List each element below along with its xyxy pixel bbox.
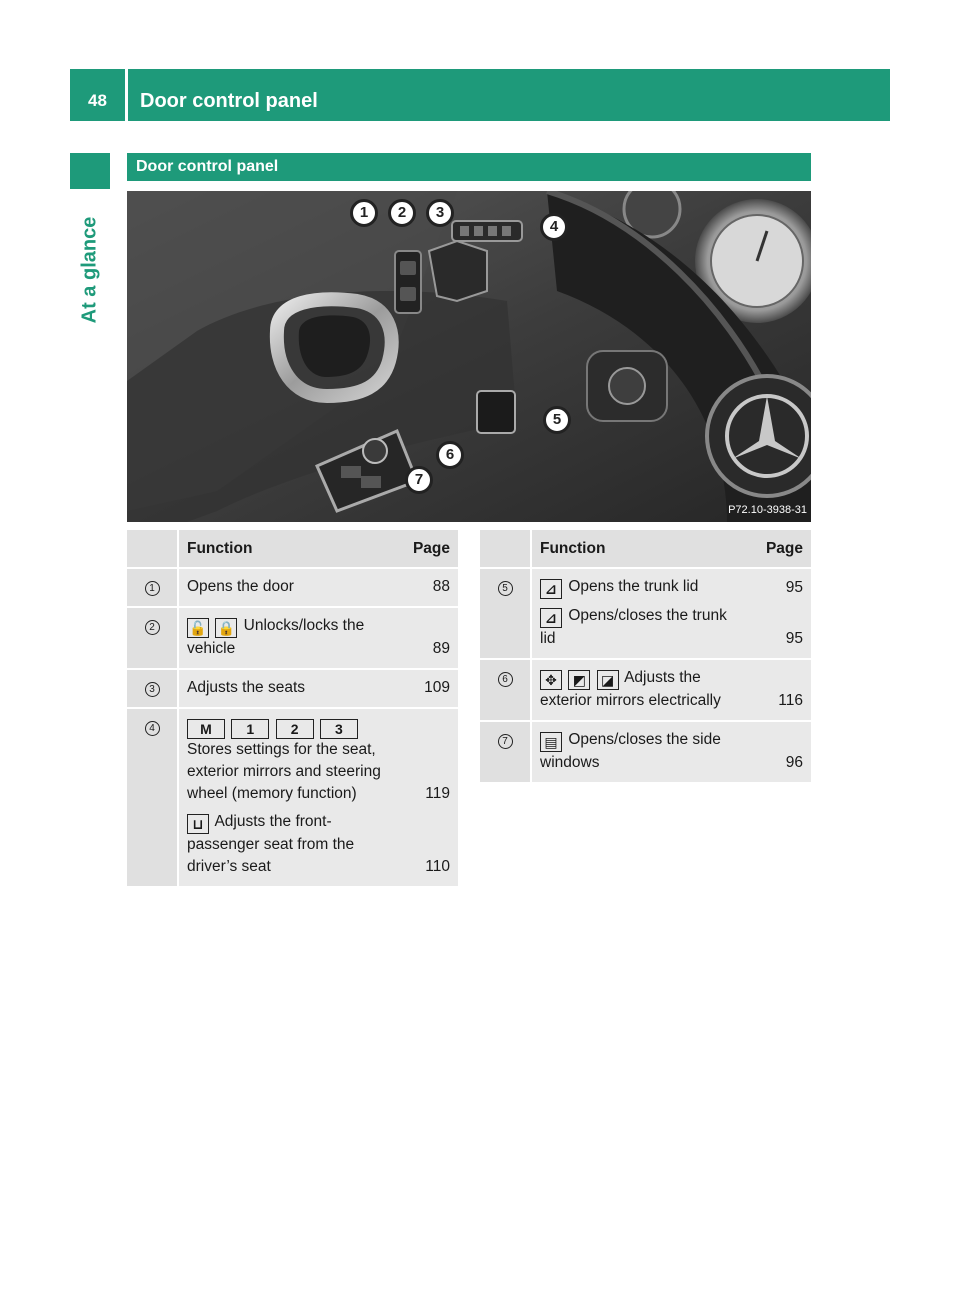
- page-number: 48: [88, 91, 107, 110]
- function-entry: [540, 667, 744, 712]
- row-number-badge: 4: [145, 721, 160, 736]
- function-entry: [540, 605, 744, 650]
- function-cell: [178, 708, 399, 887]
- page-cell: [752, 721, 811, 783]
- memory-3-icon: 3: [320, 719, 358, 739]
- side-tab-label: At a glance: [78, 216, 101, 324]
- page-ref: 96: [785, 754, 803, 771]
- function-cell: [178, 607, 399, 669]
- function-entry: [187, 677, 391, 699]
- page-cell: [399, 568, 458, 607]
- page-ref: 116: [778, 692, 803, 709]
- section-title: Door control panel: [127, 153, 811, 181]
- function-text: Adjusts the front-passenger seat from the driver’s seat: [187, 813, 355, 875]
- function-text: Opens/closes the side windows: [540, 731, 721, 771]
- passenger-seat-icon: ⊔: [187, 814, 209, 834]
- row-number-badge: 5: [498, 581, 513, 596]
- memory-2-icon: 2: [276, 719, 314, 739]
- row-number-badge: 3: [145, 682, 160, 697]
- function-text: Unlocks/locks the vehicle: [187, 617, 365, 657]
- row-number: [127, 669, 178, 708]
- function-entry: [540, 576, 744, 599]
- callout-5: 5: [543, 406, 571, 434]
- row-number-badge: 1: [145, 581, 160, 596]
- trunk-icon: ⊿: [540, 579, 562, 599]
- function-cell: [531, 721, 752, 783]
- row-number: [127, 607, 178, 669]
- table-row: [127, 568, 458, 607]
- row-number: [127, 708, 178, 887]
- lock-icon: 🔒: [215, 618, 237, 638]
- mirror-right-icon: ◩: [568, 670, 590, 690]
- function-cell: [178, 568, 399, 607]
- function-entry: [187, 716, 391, 805]
- function-text: Adjusts the exterior mirrors electrically: [540, 669, 721, 709]
- side-tab: [70, 195, 110, 345]
- page-cell: [752, 568, 811, 659]
- table-row: [127, 669, 458, 708]
- function-text: Opens/closes the trunk lid: [540, 607, 727, 647]
- page-cell: [752, 659, 811, 721]
- callout-4: 4: [540, 213, 568, 241]
- table-header-num: [480, 530, 531, 568]
- side-accent-block: [70, 153, 110, 189]
- function-entry: [540, 729, 744, 774]
- function-cell: [178, 669, 399, 708]
- callout-6: 6: [436, 441, 464, 469]
- page-ref: 95: [785, 630, 803, 647]
- header-divider: [125, 69, 128, 121]
- mirror-left-icon: ◪: [597, 670, 619, 690]
- page-cell: [399, 607, 458, 669]
- page-ref: 95: [785, 579, 803, 596]
- table-header-num: [127, 530, 178, 568]
- page-cell: [399, 708, 458, 887]
- table-header-page: Page: [399, 530, 458, 568]
- door-panel-illustration: [127, 191, 811, 522]
- memory-1-icon: 1: [231, 719, 269, 739]
- page-ref: 88: [432, 578, 450, 595]
- row-number: [127, 568, 178, 607]
- door-panel-photo: [127, 191, 811, 522]
- mirror-adjust-icon: ✥: [540, 670, 562, 690]
- table-header-function: Function: [178, 530, 399, 568]
- row-number-badge: 7: [498, 734, 513, 749]
- function-table-left: [127, 530, 458, 888]
- function-text: Adjusts the seats: [187, 679, 306, 696]
- table-row: [480, 659, 811, 721]
- page-cell: [399, 669, 458, 708]
- row-number: [480, 568, 531, 659]
- function-cell: [531, 568, 752, 659]
- chapter-title: Door control panel: [140, 90, 318, 112]
- function-text: Opens the trunk lid: [568, 578, 699, 595]
- callout-7: 7: [405, 466, 433, 494]
- callout-3: 3: [426, 199, 454, 227]
- row-number-badge: 2: [145, 620, 160, 635]
- function-entry: [187, 615, 391, 660]
- trunk-icon: ⊿: [540, 608, 562, 628]
- page-ref: 109: [424, 679, 450, 696]
- table-header-page: Page: [752, 530, 811, 568]
- table-row: [127, 607, 458, 669]
- table-row: [480, 721, 811, 783]
- callout-2: 2: [388, 199, 416, 227]
- callout-1: 1: [350, 199, 378, 227]
- row-number: [480, 721, 531, 783]
- page-ref: 119: [425, 785, 450, 802]
- page-ref: 110: [425, 858, 450, 875]
- function-table-right: [480, 530, 811, 784]
- figure-reference: P72.10-3938-31: [728, 504, 807, 516]
- function-text: Stores settings for the seat, exterior mirrors and steering wheel (memory function): [187, 741, 381, 802]
- function-text: Opens the door: [187, 578, 294, 595]
- function-entry: [187, 576, 391, 598]
- table-row: [480, 568, 811, 659]
- row-number-badge: 6: [498, 672, 513, 687]
- table-header-function: Function: [531, 530, 752, 568]
- row-number: [480, 659, 531, 721]
- page-ref: 89: [432, 640, 450, 657]
- window-icon: ▤: [540, 732, 562, 752]
- table-row: [127, 708, 458, 887]
- unlock-icon: 🔓: [187, 618, 209, 638]
- memory-m-icon: M: [187, 719, 225, 739]
- function-cell: [531, 659, 752, 721]
- function-entry: [187, 811, 391, 878]
